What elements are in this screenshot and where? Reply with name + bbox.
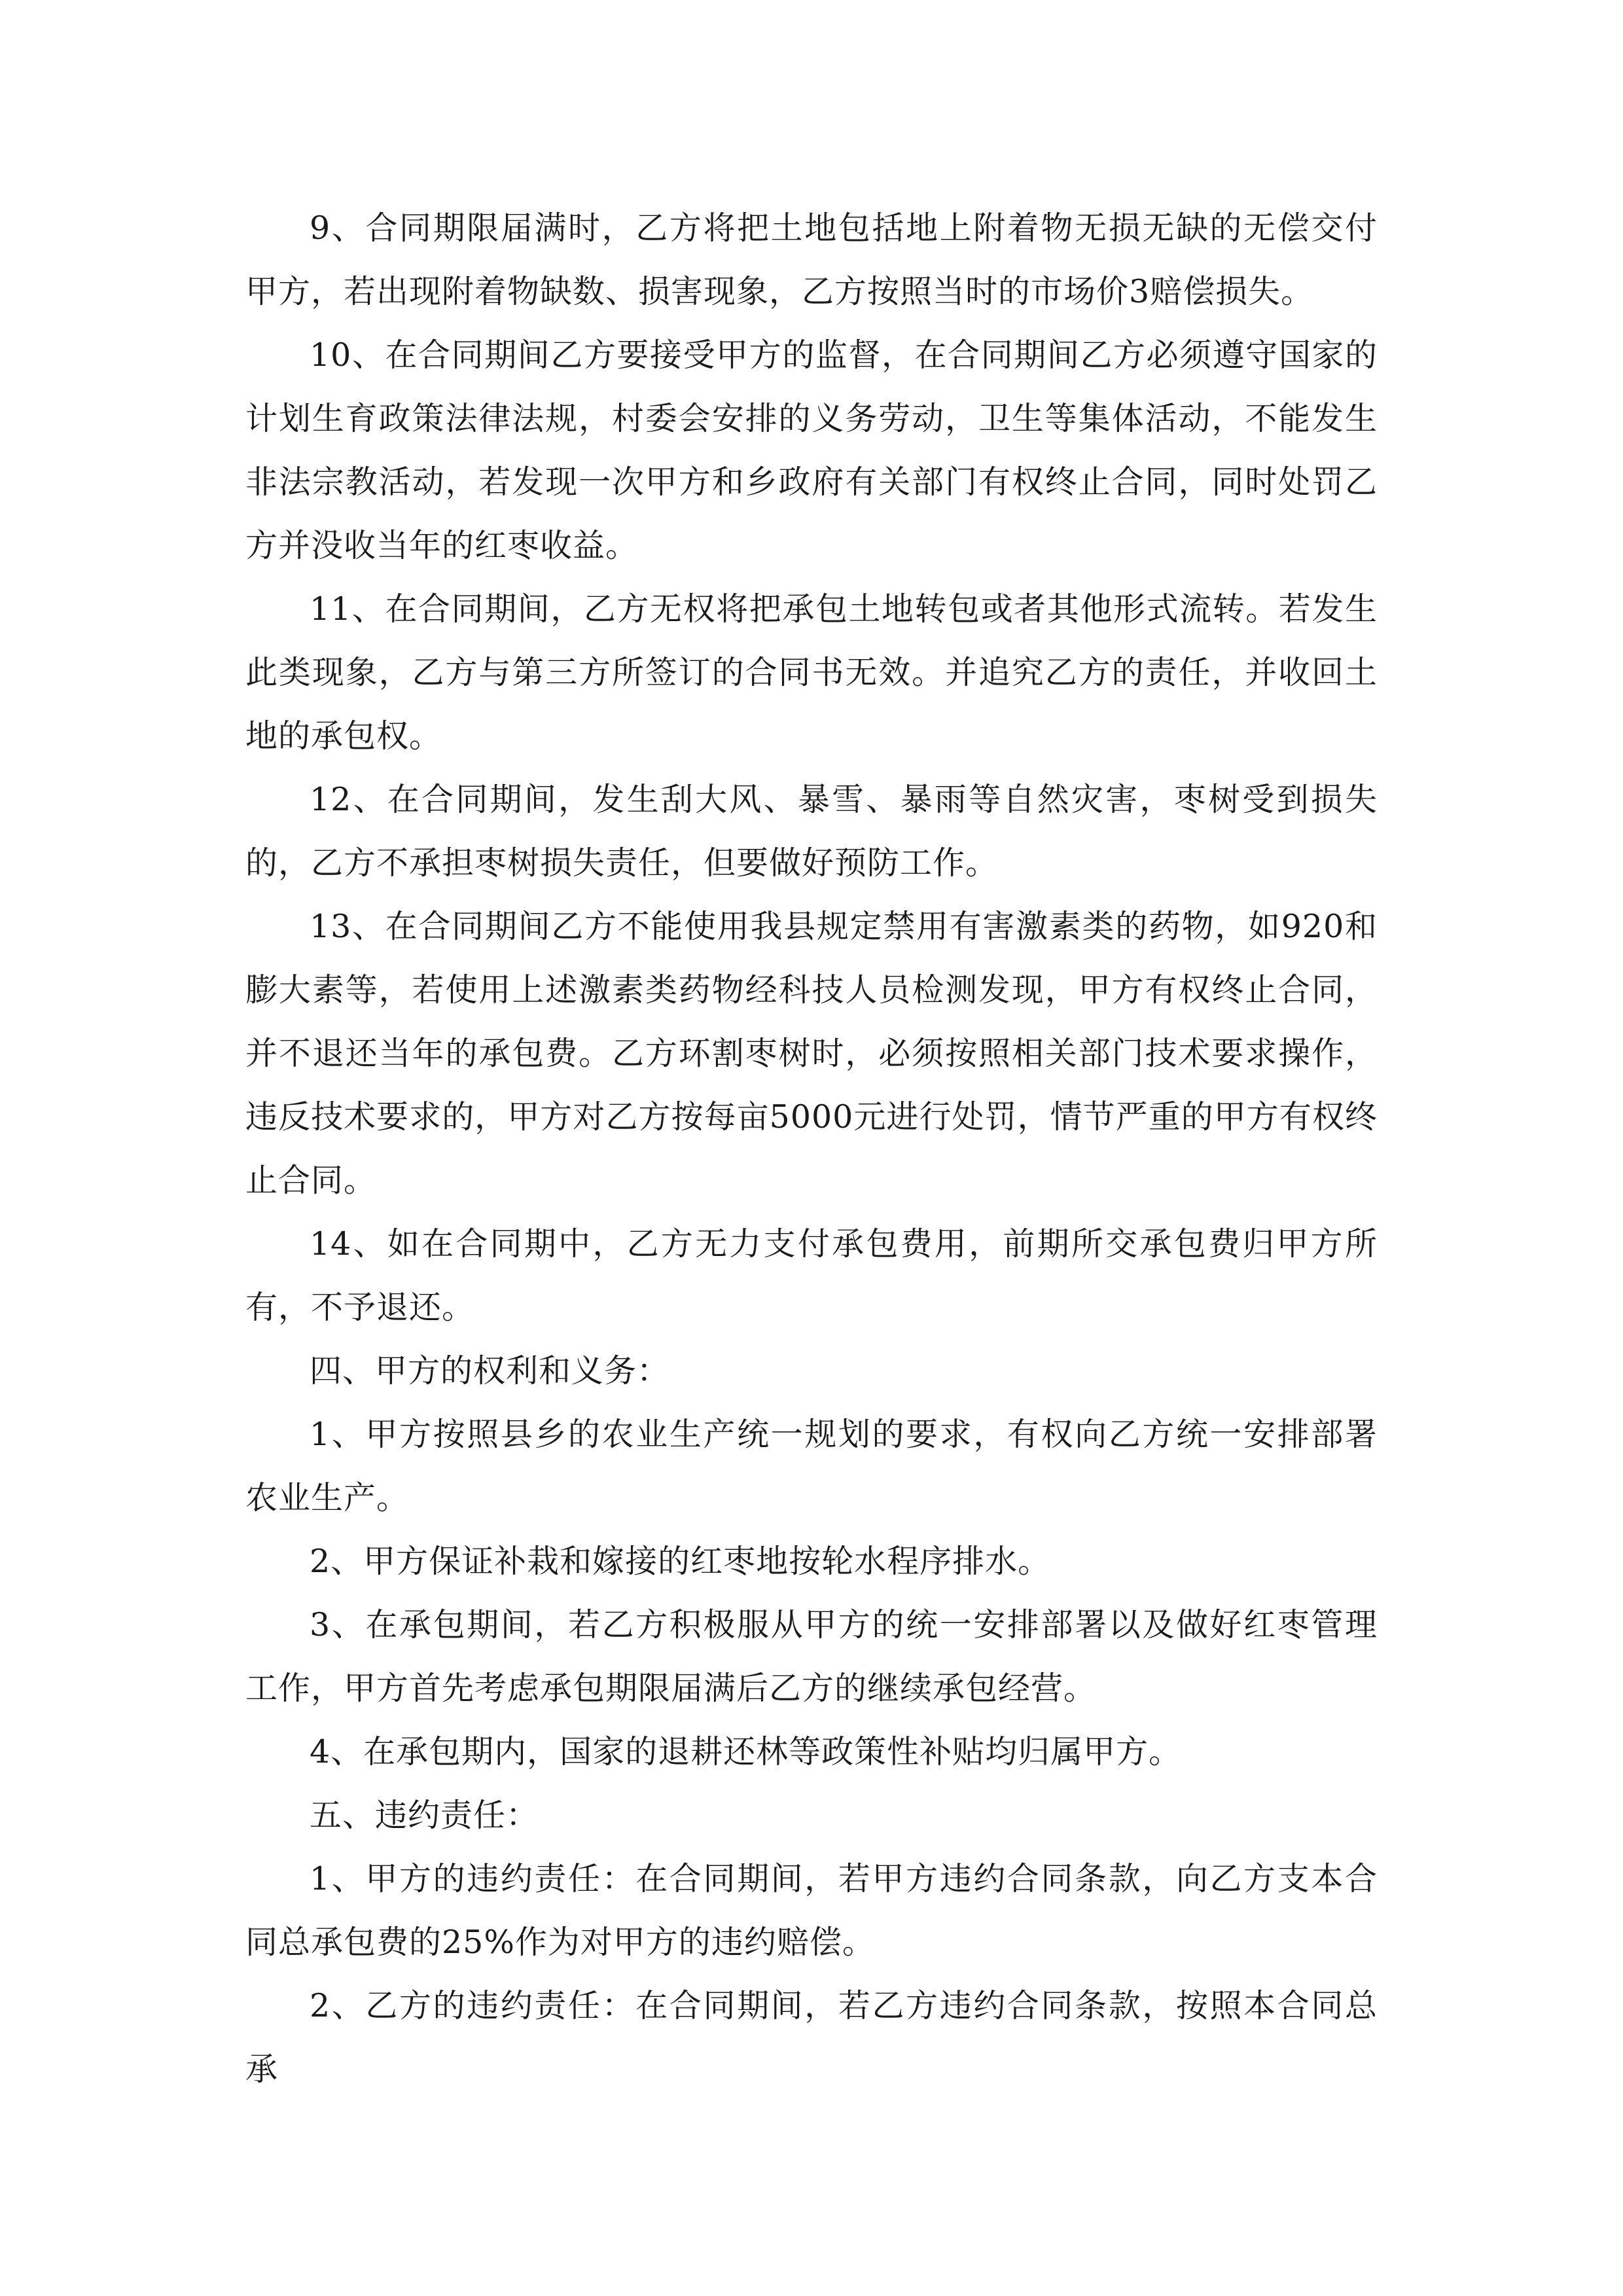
clause-13: 13、在合同期间乙方不能使用我县规定禁用有害激素类的药物，如920和膨大素等，若使用上述激素类药物经科技人员检测发现，甲方有权终止合同，并不退还当年的承包费。乙方环割枣树时，必须按照相关部门技术要求操作，违反技术要求的，甲方对乙方按每亩5000元进行处罚，情节严重的甲方有权终止合同。	[245, 908, 1378, 1199]
breach-clause-1: 1、甲方的违约责任：在合同期间，若甲方违约合同条款，向乙方支本合同总承包费的25%作为对甲方的违约赔偿。	[245, 1860, 1378, 1961]
breach-clause-2: 2、乙方的违约责任：在合同期间，若乙方违约合同条款，按照本合同总承	[245, 1987, 1378, 2088]
clause-14: 14、如在合同期中，乙方无力支付承包费用，前期所交承包费归甲方所有，不予退还。	[245, 1225, 1378, 1326]
section-heading-breach: 五、违约责任：	[310, 1797, 539, 1834]
clause-9: 9、合同期限届满时，乙方将把土地包括地上附着物无损无缺的无偿交付甲方，若出现附着物缺数、损害现象，乙方按照当时的市场价3赔偿损失。	[245, 209, 1378, 310]
contract-body	[245, 196, 1378, 2101]
party-a-clause-4: 4、在承包期内，国家的退耕还林等政策性补贴均归属甲方。	[310, 1733, 1182, 1770]
clause-12: 12、在合同期间，发生刮大风、暴雪、暴雨等自然灾害，枣树受到损失的，乙方不承担枣树损失责任，但要做好预防工作。	[245, 781, 1378, 882]
clause-11: 11、在合同期间，乙方无权将把承包土地转包或者其他形式流转。若发生此类现象，乙方与第三方所签订的合同书无效。并追究乙方的责任，并收回土地的承包权。	[245, 590, 1378, 755]
clause-10: 10、在合同期间乙方要接受甲方的监督，在合同期间乙方必须遵守国家的计划生育政策法律法规，村委会安排的义务劳动，卫生等集体活动，不能发生非法宗教活动，若发现一次甲方和乡政府有关部门有权终止合同，同时处罚乙方并没收当年的红枣收益。	[245, 336, 1378, 564]
party-a-clause-1: 1、甲方按照县乡的农业生产统一规划的要求，有权向乙方统一安排部署农业生产。	[245, 1416, 1378, 1516]
section-heading-party-a-rights: 四、甲方的权利和义务：	[310, 1352, 670, 1390]
party-a-clause-2: 2、甲方保证补栽和嫁接的红枣地按轮水程序排水。	[310, 1543, 1051, 1580]
party-a-clause-3: 3、在承包期间，若乙方积极服从甲方的统一安排部署以及做好红枣管理工作，甲方首先考虑承包期限届满后乙方的继续承包经营。	[245, 1606, 1378, 1707]
